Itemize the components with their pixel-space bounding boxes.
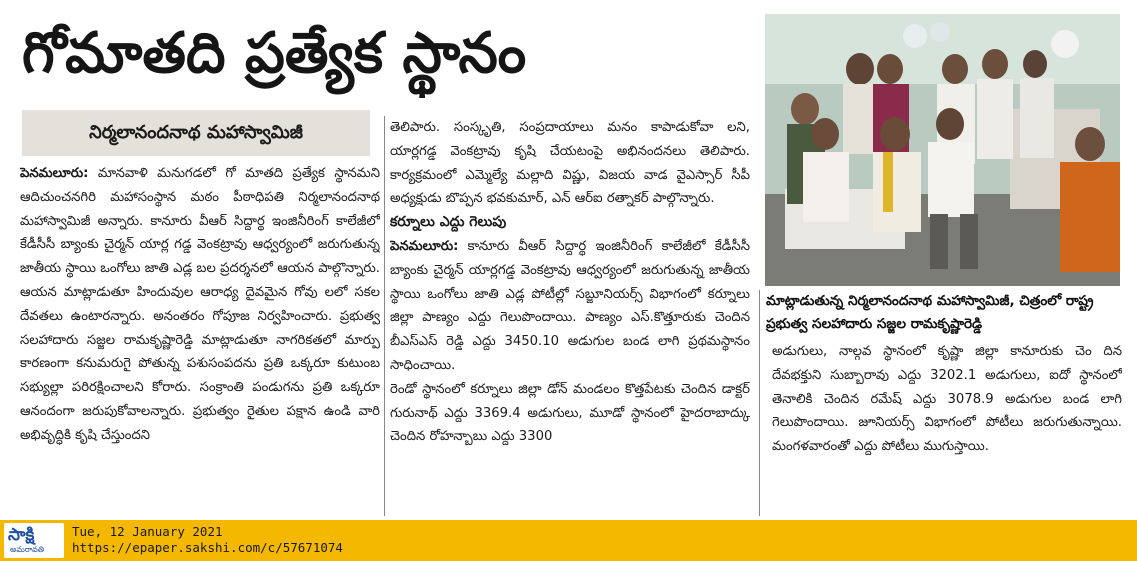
column-divider bbox=[759, 290, 760, 516]
byline-box: నిర్మలానందనాథ మహాస్వామిజీ bbox=[22, 110, 370, 156]
dateline: పెనమలూరు: bbox=[20, 166, 89, 181]
footer-info bbox=[72, 524, 343, 556]
article-column-3 bbox=[772, 340, 1122, 516]
news-photo bbox=[765, 14, 1120, 286]
logo-text: సాక్షి bbox=[8, 525, 35, 545]
column-2-text-3: రెండో స్థానంలో కర్నూలు జిల్లా డోన్ మండలం కొత్తపేటకు చెందిన డాక్టర్ గురునాథ్ ఎద్దు 3369.4 అడుగులు, మూడో స్థానంలో హైదరాబాద్కు చెందిన రోహన్బాబు ఎద్దు 3300 bbox=[390, 381, 750, 445]
photo-illustration bbox=[765, 14, 1120, 286]
photo-caption: మాట్లాడుతున్న నిర్మలానందనాథ మహాస్వామిజీ, చిత్రంలో రాష్ట్ర ప్రభుత్వ సలహాదారు సజ్జల రామకృష్ణారెడ్డి bbox=[766, 293, 1094, 332]
edition-date: Tue, 12 January 2021 bbox=[72, 524, 223, 539]
column-2-text-1: తెలిపారు. సంస్కృతి, సంప్రదాయాలు మనం కాపాడుకోవా లని, యార్లగడ్డ వెంకట్రావు కృషి చేయటంపై అభినందనలు తెలిపారు. కార్యక్రమంలో ఎమ్మెల్యే మల్లాది విష్ణు, విజయ వాడ వైఎస్సార్ సీపీ అధ్యక్షుడు బొప్పన భవకుమార్, ఎన్ ఆర్ఐ రత్నాకర్ పాల్గొన్నారు. bbox=[390, 120, 750, 207]
article-column-2 bbox=[390, 116, 750, 516]
column-1-text: మానవాళి మనుగడలో గో మాతది ప్రత్యేక స్థానమని ఆదిచుంచనగిరి మహాసంస్థాన మఠం పీఠాధిపతి నిర్మలానందనాథ మహాస్వామిజీ అన్నారు. కానూరు వీఆర్ సిద్దార్థ ఇంజినీరింగ్ కాలేజీలో కేడీసీసీ బ్యాంకు చైర్మన్ యార్ల గడ్డ వెంకట్రావు ఆధ్వర్యంలో జరుగుతున్న జాతీయ స్థాయి ఒంగోలు జాతి ఎడ్ల బల ప్రదర్శనలో ఆయన పాల్గొన్నారు. ఆయన మాట్లాడుతూ హిందువుల ఆరాధ్య దైవమైన గోవు లలో సకల దేవతలు ఉంటారన్నారు. అనంతరం గోపూజ నిర్వహించారు. ప్రభుత్వ సలహాదారు సజ్జల రామకృష్ణారెడ్డి మాట్లాడుతూ నాగరికతలో మార్పు కారణంగా కనుమరుగై పోతున్న పశుసంపదను ప్రతి ఒక్కరూ కుటుంబ సభ్యుల్లా పరిరక్షించాలని కోరారు. సంక్రాంతి పండుగను ప్రతి ఒక్కరూ ఆనందంగా జరుపుకోవాలన్నారు. ప్రభుత్వం రైతుల పక్షాన ఉండి వారి అభివృద్ధికి కృషి చేస్తుందని bbox=[20, 166, 380, 443]
column-divider bbox=[384, 116, 385, 516]
column-2-text-2: కానూరు వీఆర్ సిద్దార్థ ఇంజినీరింగ్ కాలేజీలో కేడీసీసీ బ్యాంకు చైర్మన్ యార్లగడ్డ వెంకట్రావు ఆధ్వర్యంలో జరుగుతున్న జాతీయ స్థాయి ఒంగోలు జాతి ఎడ్ల పోటీల్లో సబ్జూనియర్స్ విభాగంలో కర్నూలు జిల్లా పాణ్యం ఎద్దు గెలుపొందాయి. పాణ్యం ఎస్.కొత్తూరుకు చెందిన బీఎస్ఎస్ రెడ్డి ఎద్దు 3450.10 అడుగుల బండ లాగి ప్రథమస్థానం సాధించాయి. bbox=[390, 238, 750, 373]
dateline-2: పెనమలూరు: bbox=[390, 238, 459, 254]
subheading: కర్నూలు ఎద్దు గెలుపు bbox=[390, 214, 507, 231]
headline: గోమాతది ప్రత్యేక స్థానం bbox=[22, 21, 527, 86]
logo-edition: అమరావతి bbox=[10, 545, 45, 554]
source-url[interactable]: https://epaper.sakshi.com/c/57671074 bbox=[72, 540, 343, 555]
article-column-1 bbox=[20, 162, 380, 518]
sakshi-logo bbox=[4, 523, 64, 558]
column-3-text: అడుగులు, నాల్గవ స్థానంలో కృష్ణా జిల్లా కానూరుకు చెం దిన దేవభక్తుని సుబ్బారావు ఎద్దు 3202.1 అడుగులు, ఐదో స్థానంలో తెనాలికి చెందిన రమేష్ ఎద్దు 3078.9 అడుగుల బండ లాగి గెలుపొందాయి. జూనియర్స్ విభాగంలో పోటీలు జరుగుతున్నాయి. మంగళవారంతో ఎద్దు పోటీలు ముగుస్తాయి. bbox=[772, 344, 1122, 455]
